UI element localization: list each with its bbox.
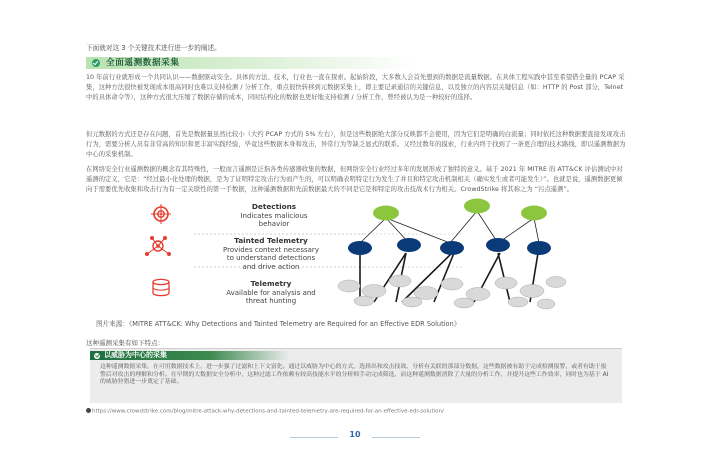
footnote-marker-icon [86,408,91,413]
detections-desc-line: Indicates malicious [240,211,308,220]
tainted-telemetry-label [190,237,352,271]
tainted-desc-line: Provides context necessary [223,245,319,254]
tainted-telemetry-nodes [348,238,551,255]
detections-title: Detections [251,202,297,211]
page-rule-left [290,437,338,438]
telemetry-title: Telemetry [250,279,292,288]
paragraph-1: 10 年前行业就形成一个共同认识——数据驱动安全。具体的方法、技术，行业也一直在探索。起始阶段，大多数人会首先想到的数据是流量数据。在具体工程实践中甚至希望借全量的 PCAP 采集，这种方法很快被发现成本很高同时也难以支持检测 / 分析工作，重点很快转移到元数据采集上，即主要记录通信的关键信息，以及独立的内容层关键信息（如：HTTP 的 Post 部分，Telnet 中的具体命令等），这种方式很大压缩了数据存储的成本，同时结构化的数据也更好地支持检测 / 分析工作，曾经被认为是一种较好的选择。 [86,74,625,101]
features-intro: 这种遥测采集有如下特点： [86,339,164,347]
footnote [86,408,446,416]
check-circle-icon [92,59,100,67]
feature-box-header [90,351,290,360]
section-title: 全面遥测数据采集 [106,58,180,68]
feature-box-title: 以威胁为中心的采集 [104,351,167,359]
paragraph-3: 在网络安全行业遥测数据的概念有其特殊性，一般而言遥测是泛指各类传感器收集的数据，但网络安全行业经过多年的发展形成了独特的意义。基于 2021 年 MITRE 的 ATT&CK 评估测试中对遥测的定义，它是：“经过最小化处理的数据，是为了证明特定攻击行为而产生的，可以明确表明特定行为发生了并且和特定攻击机制相关（确实发生或者可能发生）”。也就是说，遥测数据更倾向于需要优先收集和攻击行为有一定关联性的第一手数据，这种遥测数据和先前数据最大的不同是它是和特定的攻击技战术行为相关。CrowdStrike 将其称之为 “污点遥测”。 [86,166,623,193]
tainted-desc-line: to understand detections [226,254,316,263]
tainted-desc-line: and drive action [242,262,300,271]
feature-box [90,348,622,403]
database-icon [153,279,169,295]
telemetry-label [196,280,346,306]
network-icon [145,236,171,256]
paragraph-2: 但元数据的方式还是存在问题，首先是数据量虽然比较小（大约 PCAP 方式的 5% 左右），但是这些数据绝大部分反映都不会使用，因为它们是明确的白流量；同时依托这种数据要直接发现攻击行为，需要分析人员有非常高的知识和更丰富实践经验，毕竟这些数据本身和攻击，异常行为等缺乏显式的联系。又经过数年的摸索，行业内终于找到了一条更合理的技术路线，即以遥测数据为中心的采集机制。 [86,131,626,158]
feature-box-text: 这种遥测数据采集，在可用数据技术上，进一步强了过滤和上下文富化。通过以威胁为中心的方式，选择出和攻击技战、分析有关联的那部分数据，这些数据被有助于完成检测报警，或者有助于报警后对攻击的理解和分析。在早期的大数据安全分析中，这种过滤工作依赖有较高技能水平的分析师手动完成筛选，而这种遥测数据消除了大量的分析工作，并提升这些工作效率，同时也为基于 AI 的威胁狩猎进一步奠定了基础。 [100,364,609,386]
telemetry-desc-line: Available for analysis and [226,288,316,297]
section-banner [86,57,416,69]
page-number: 10 [349,430,361,439]
target-icon [151,204,171,224]
page-rule-right [372,437,420,438]
footnote-link[interactable]: https://www.crowdstrike.com/blog/mitre-attack-why-detections-and-tainted-telemetry-are-required-for-an-effective-edr-solution/ [92,408,444,415]
detections-label [204,203,344,229]
intro-text: 下面就对这 3 个关键技术进行进一步的阐述。 [86,44,221,52]
detection-nodes [373,199,547,221]
telemetry-figure [134,198,580,312]
figure-caption: 图片来源：《MITRE ATT&CK: Why Detections and Tainted Telemetry are Required for an Effective EDR Solution》 [96,320,461,328]
check-circle-icon [94,353,100,359]
detections-desc-line: behavior [258,220,290,229]
telemetry-desc-line: threat hunting [245,297,297,306]
tainted-telemetry-title: Tainted Telemetry [234,236,308,245]
telemetry-nodes [338,275,566,309]
